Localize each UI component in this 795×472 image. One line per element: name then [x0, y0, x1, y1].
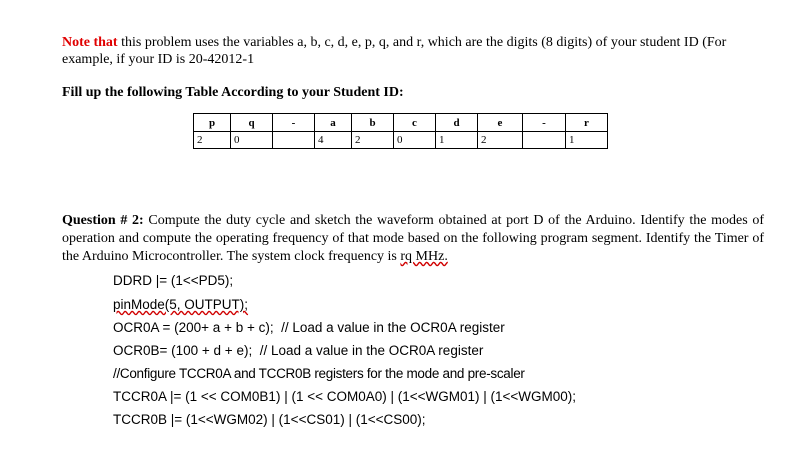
note-highlight: Note that — [62, 35, 118, 50]
question-text: Compute the duty cycle and sketch the waveform obtained at port D of the Arduino. Identify the modes of operation and compute the operating frequency of that mode based on the following program segment. Identify the Timer of the Arduino Microcontroller. The system clock frequency is — [62, 213, 765, 264]
value-cell — [523, 132, 566, 149]
value-cell: 4 — [315, 132, 352, 149]
table-value-row — [194, 132, 608, 149]
value-cell — [273, 132, 315, 149]
code-line-text: pinMode(5, OUTPUT); — [113, 297, 249, 312]
student-id-table — [193, 113, 608, 149]
value-cell: 0 — [231, 132, 273, 149]
value-cell: 1 — [436, 132, 478, 149]
header-cell: q — [231, 114, 273, 132]
code-comment: //Configure TCCR0A and TCCR0B registers for the mode and pre-scaler — [113, 366, 525, 381]
value-cell: 2 — [478, 132, 523, 149]
header-cell: d — [436, 114, 478, 132]
value-cell: 1 — [566, 132, 608, 149]
note-text: this problem uses the variables a, b, c, d, e, p, q, and r, which are the digits (8 digits) of your student ID (For example, if your ID is 20-42012-1 — [62, 35, 727, 67]
code-line: OCR0B= (100 + d + e); // Load a value in the OCR0A register — [113, 343, 484, 358]
code-line: TCCR0B |= (1<<WGM02) | (1<<CS01) | (1<<CS00); — [113, 412, 426, 427]
code-line: TCCR0A |= (1 << COM0B1) | (1 << COM0A0) | (1<<WGM01) | (1<<WGM00); — [113, 389, 577, 404]
header-cell: e — [478, 114, 523, 132]
table-header-row — [194, 114, 608, 132]
header-cell: - — [523, 114, 566, 132]
code-line — [113, 297, 248, 312]
question-label: Question # 2: — [62, 213, 144, 228]
question-paragraph — [62, 212, 764, 266]
header-cell: r — [566, 114, 608, 132]
code-line: DDRD |= (1<<PD5); — [113, 273, 234, 288]
header-cell: p — [194, 114, 231, 132]
header-cell: - — [273, 114, 315, 132]
header-cell: b — [352, 114, 394, 132]
fill-table-title: Fill up the following Table According to your Student ID: — [62, 85, 404, 100]
code-line: OCR0A = (200+ a + b + c); // Load a value in the OCR0A register — [113, 320, 505, 335]
header-cell: c — [394, 114, 436, 132]
clock-frequency: rq MHz. — [400, 249, 448, 264]
value-cell: 0 — [394, 132, 436, 149]
value-cell: 2 — [194, 132, 231, 149]
note-paragraph — [62, 34, 772, 68]
header-cell: a — [315, 114, 352, 132]
value-cell: 2 — [352, 132, 394, 149]
